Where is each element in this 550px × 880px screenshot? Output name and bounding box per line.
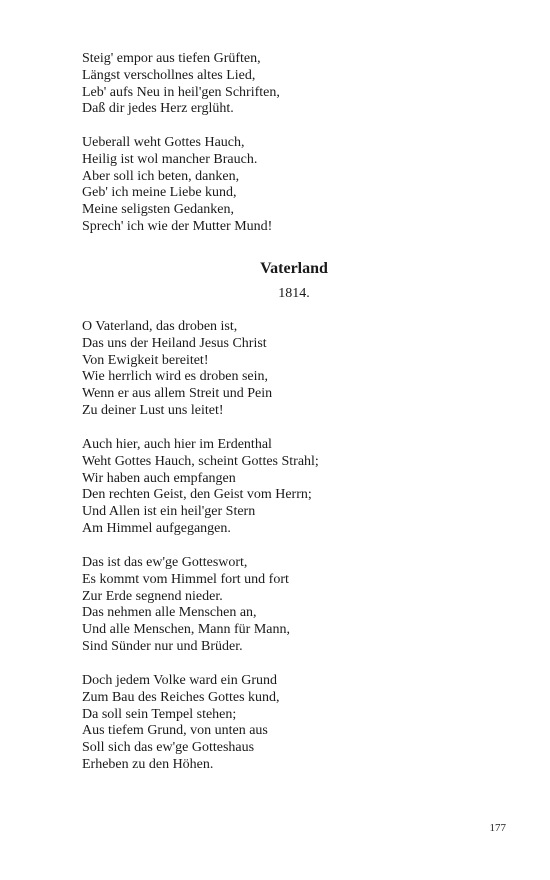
verse-line: Steig' empor aus tiefen Grüften,: [82, 51, 261, 66]
verse-line: Zu deiner Lust uns leitet!: [82, 402, 224, 418]
verse-line: Doch jedem Volke ward ein Grund: [82, 673, 278, 688]
verse-line: Weht Gottes Hauch, scheint Gottes Strahl;: [82, 453, 319, 469]
verse-line: Meine seligsten Gedanken,: [82, 202, 235, 218]
verse-line: Zur Erde segnend nieder.: [82, 588, 223, 604]
verse-line: O Vaterland, das droben ist,: [82, 319, 238, 334]
stanza-5: [82, 555, 290, 656]
verse-line: Geb' ich meine Liebe kund,: [82, 185, 237, 201]
verse-line: Längst verschollnes altes Lied,: [82, 67, 256, 83]
verse-line: Aber soll ich beten, danken,: [82, 168, 240, 184]
verse-line: Am Himmel aufgegangen.: [82, 520, 231, 536]
verse-line: Den rechten Geist, den Geist vom Herrn;: [82, 487, 312, 503]
verse-line: Wenn er aus allem Streit und Pein: [82, 386, 273, 402]
verse-line: Erheben zu den Höhen.: [82, 756, 214, 772]
stanza-1: [82, 51, 280, 118]
verse-line: Das nehmen alle Menschen an,: [82, 605, 257, 621]
page-number: 177: [489, 822, 506, 834]
stanza-4: [82, 437, 319, 538]
verse-line: Das uns der Heiland Jesus Christ: [82, 335, 267, 351]
poem-title: Vaterland: [260, 260, 328, 277]
verse-line: Aus tiefem Grund, von unten aus: [82, 723, 268, 739]
stanza-6: [82, 673, 280, 774]
verse-line: Daß dir jedes Herz erglüht.: [82, 101, 234, 117]
verse-line: Wie herrlich wird es droben sein,: [82, 369, 269, 385]
verse-line: Und Allen ist ein heil'ger Stern: [82, 504, 256, 520]
verse-line: Von Ewigkeit bereitet!: [82, 352, 209, 368]
poem-date: 1814.: [278, 286, 310, 301]
verse-line: Ueberall weht Gottes Hauch,: [82, 135, 245, 150]
verse-line: Und alle Menschen, Mann für Mann,: [82, 622, 291, 638]
verse-line: Auch hier, auch hier im Erdenthal: [82, 437, 272, 452]
verse-line: Es kommt vom Himmel fort und fort: [82, 571, 289, 587]
verse-line: Sprech' ich wie der Mutter Mund!: [82, 218, 273, 234]
stanza-2: [82, 135, 272, 236]
verse-line: Wir haben auch empfangen: [82, 470, 236, 486]
verse-line: Zum Bau des Reiches Gottes kund,: [82, 689, 280, 705]
verse-line: Heilig ist wol mancher Brauch.: [82, 151, 258, 167]
verse-line: Sind Sünder nur und Brüder.: [82, 638, 243, 654]
verse-line: Da soll sein Tempel stehen;: [82, 706, 237, 722]
verse-line: Soll sich das ew'ge Gotteshaus: [82, 740, 255, 756]
stanza-3: [82, 319, 272, 420]
verse-line: Das ist das ew'ge Gotteswort,: [82, 555, 248, 570]
verse-line: Leb' aufs Neu in heil'gen Schriften,: [82, 84, 280, 100]
